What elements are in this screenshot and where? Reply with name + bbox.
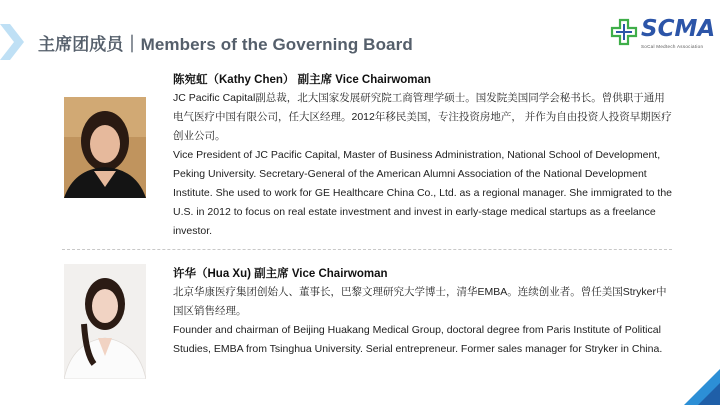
corner-decoration	[684, 369, 720, 405]
logo-wordmark: SCMA	[641, 16, 716, 42]
logo-subtitle: SoCal Medtech Association	[641, 44, 704, 49]
scma-logo	[610, 16, 716, 56]
member-name-hua-xu: 许华（Hua Xu) 副主席 Vice Chairwoman	[173, 268, 388, 280]
bio-english: Founder and chairman of Beijing Huakang Medical Group, doctoral degree from Paris Institute of Political Studies, EMBA from Tsinghua University. Serial entrepreneur. Former sales manager for Stryker in China.	[173, 324, 663, 355]
member-bio-hua-xu	[173, 283, 673, 359]
bio-chinese: 北京华康医疗集团创始人、董事长，巴黎文理研究大学博士，清华EMBA。连续创业者。曾任美国Stryker中国区销售经理。	[173, 286, 667, 317]
section-divider	[62, 249, 672, 250]
member-name-kathy-chen: 陈宛虹（Kathy Chen） 副主席 Vice Chairwoman	[173, 74, 431, 86]
member-bio-kathy-chen	[173, 89, 673, 241]
chevron-right-icon	[0, 24, 28, 60]
medical-cross-icon	[610, 18, 638, 46]
member-photo-hua-xu	[64, 264, 146, 379]
page-title: 主席团成员｜Members of the Governing Board	[38, 35, 413, 54]
bio-english: Vice President of JC Pacific Capital, Master of Business Administration, National School of Development, Peking University. Secretary-General of the American Alumni Association of the National Development Institute. She used to work for GE Healthcare China Co., Ltd. as a regional manager. She immigrated to the U.S. in 2012 to focus on real estate investment and invest in early-stage medical startups as a freelance investor.	[173, 149, 673, 237]
member-photo-kathy-chen	[64, 97, 146, 198]
bio-chinese: JC Pacific Capital副总裁，北大国家发展研究院工商管理学硕士。国发院美国同学会秘书长。曾供职于通用电气医疗中国有限公司，任大区经理。2012年移民美国，专注投资房地产， 并作为自由投资人投资早期医疗创业公司。	[173, 92, 672, 142]
